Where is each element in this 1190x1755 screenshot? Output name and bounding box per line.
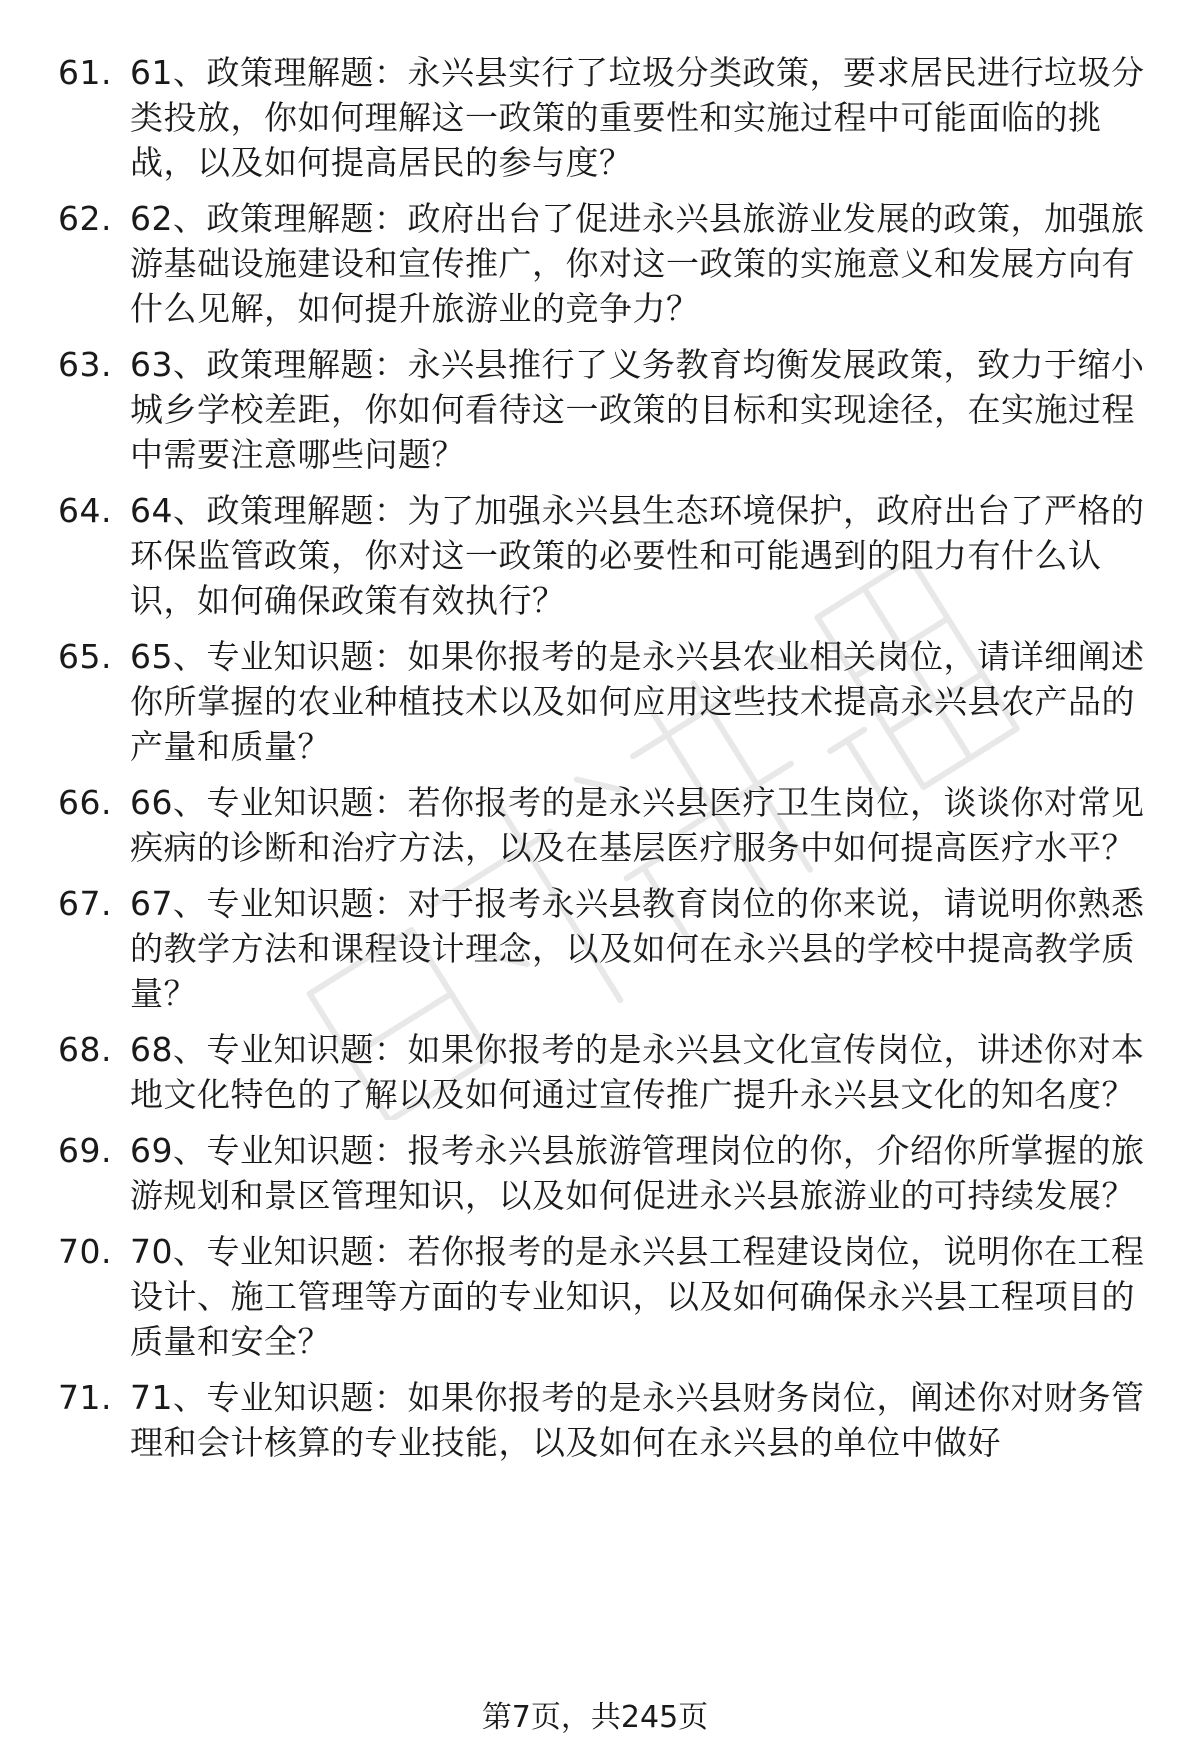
- question-text: 71、专业知识题：如果你报考的是永兴县财务岗位，阐述你对财务管理和会计核算的专业技能，以及如何在永兴县的单位中做好: [130, 1378, 1145, 1462]
- question-text: 64、政策理解题：为了加强永兴县生态环境保护，政府出台了严格的环保监管政策，你对这一政策的必要性和可能遇到的阻力有什么认识，如何确保政策有效执行？: [130, 491, 1145, 620]
- question-number: 65.: [58, 637, 112, 676]
- question-number: 69.: [58, 1131, 112, 1170]
- question-number: 68.: [58, 1030, 112, 1069]
- question-number: 66.: [58, 783, 112, 822]
- question-number: 62.: [58, 199, 112, 238]
- question-text: 67、专业知识题：对于报考永兴县教育岗位的你来说，请说明你熟悉的教学方法和课程设计理念，以及如何在永兴县的学校中提高教学质量？: [130, 884, 1145, 1013]
- question-item: [0, 1375, 1190, 1465]
- question-number: 61.: [58, 53, 112, 92]
- question-item: [0, 50, 1190, 185]
- page-number-footer: 第7页，共245页: [481, 1700, 709, 1735]
- question-text: 62、政策理解题：政府出台了促进永兴县旅游业发展的政策，加强旅游基础设施建设和宣传推广，你对这一政策的实施意义和发展方向有什么见解，如何提升旅游业的竞争力？: [130, 199, 1145, 328]
- question-item: [0, 196, 1190, 331]
- question-item: [0, 1128, 1190, 1218]
- question-number: 71.: [58, 1378, 112, 1417]
- question-item: [0, 1229, 1190, 1364]
- question-item: [0, 634, 1190, 769]
- question-text: 70、专业知识题：若你报考的是永兴县工程建设岗位，说明你在工程设计、施工管理等方面的专业知识，以及如何确保永兴县工程项目的质量和安全？: [130, 1232, 1145, 1361]
- question-item: [0, 488, 1190, 623]
- question-text: 61、政策理解题：永兴县实行了垃圾分类政策，要求居民进行垃圾分类投放，你如何理解这一政策的重要性和实施过程中可能面临的挑战，以及如何提高居民的参与度？: [130, 53, 1145, 182]
- question-text: 69、专业知识题：报考永兴县旅游管理岗位的你，介绍你所掌握的旅游规划和景区管理知识，以及如何促进永兴县旅游业的可持续发展？: [130, 1131, 1145, 1215]
- question-item: [0, 1027, 1190, 1117]
- question-text: 65、专业知识题：如果你报考的是永兴县农业相关岗位，请详细阐述你所掌握的农业种植技术以及如何应用这些技术提高永兴县农产品的产量和质量？: [130, 637, 1145, 766]
- question-item: [0, 881, 1190, 1016]
- question-text: 68、专业知识题：如果你报考的是永兴县文化宣传岗位，讲述你对本地文化特色的了解以及如何通过宣传推广提升永兴县文化的知名度？: [130, 1030, 1145, 1114]
- question-list: [0, 50, 1190, 1476]
- question-number: 63.: [58, 345, 112, 384]
- question-item: [0, 780, 1190, 870]
- question-number: 67.: [58, 884, 112, 923]
- question-text: 66、专业知识题：若你报考的是永兴县医疗卫生岗位，谈谈你对常见疾病的诊断和治疗方法，以及在基层医疗服务中如何提高医疗水平？: [130, 783, 1145, 867]
- question-number: 64.: [58, 491, 112, 530]
- question-item: [0, 342, 1190, 477]
- question-text: 63、政策理解题：永兴县推行了义务教育均衡发展政策，致力于缩小城乡学校差距，你如何看待这一政策的目标和实现途径，在实施过程中需要注意哪些问题？: [130, 345, 1145, 474]
- question-number: 70.: [58, 1232, 112, 1271]
